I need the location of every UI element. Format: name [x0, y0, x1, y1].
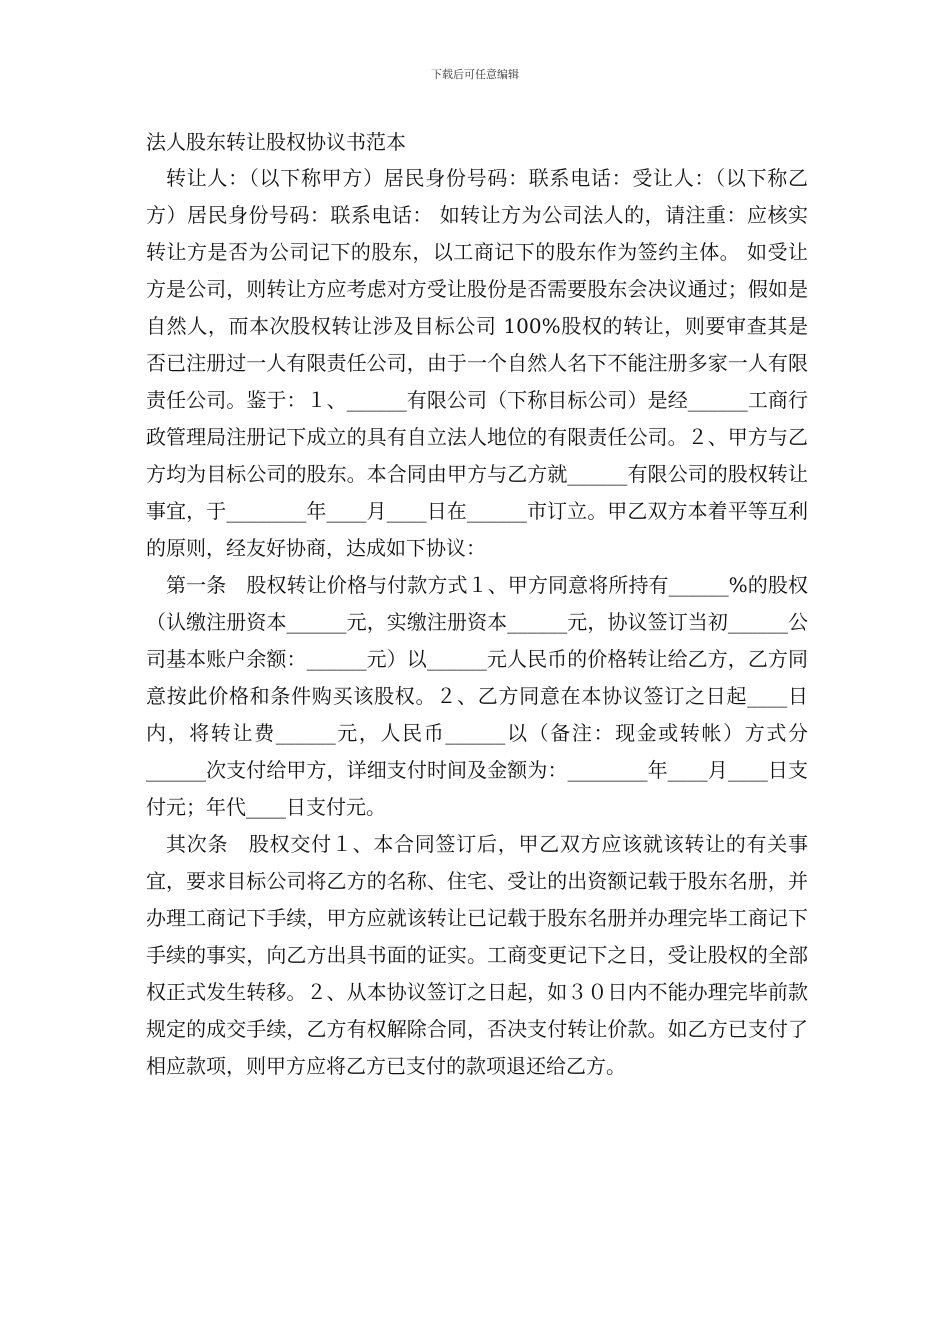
- paragraph-article-two: 其次条 股权交付１、本合同签订后，甲乙双方应该就该转让的有关事宜，要求目标公司将乙方的名称、住宅、受让的出资额记载于股东名册，并办理工商记下手续，甲方应就该转让已记载于股东名册并办理完毕工商记下手续的事实，向乙方出具书面的证实。工商变更记下之日，受让股权的全部权正式发生转移。２、从本协议签订之日起，如３０日内不能办理完毕前款规定的成交手续，乙方有权解除合同，否决支付转让价款。如乙方已支付了相应款项，则甲方应将乙方已支付的款项退还给乙方。: [146, 832, 808, 1078]
- document-body: [146, 124, 808, 1085]
- page-header-note: 下载后可任意编辑: [431, 68, 519, 81]
- paragraph-article-one: 第一条 股权转让价格与付款方式１、甲方同意将所持有______%的股权（认缴注册资本______元，实缴注册资本______元，协议签订当初______公司基本账户余额：______元）以______元人民币的价格转让给乙方，乙方同意按此价格和条件购买该股权。２、乙方同意在本协议签订之日起____日内，将转让费______元，人民币______以（备注：现金或转帐）方式分______次支付给甲方，详细支付时间及金额为：________年____月____日支付元；年代____日支付元。: [146, 573, 808, 819]
- document-title: 法人股东转让股权协议书范本: [146, 130, 406, 154]
- paragraph-parties-and-recitals: 转让人：（以下称甲方）居民身份号码：联系电话：受让人：（以下称乙方）居民身份号码：联系电话： 如转让方为公司法人的，请注重：应核实转让方是否为公司记下的股东，以工商记下的股东作为签约主体。 如受让方是公司，则转让方应考虑对方受让股份是否需要股东会决议通过；假如是自然人，而本次股权转让涉及目标公司 100%股权的转让，则要审查其是否已注册过一人有限责任公司，由于一个自然人名下不能注册多家一人有限责任公司。鉴于：１、______有限公司（下称目标公司）是经______工商行政管理局注册记下成立的具有自立法人地位的有限责任公司。２、甲方与乙方均为目标公司的股东。本合同由甲方与乙方就______有限公司的股权转让事宜，于________年____月____日在______市订立。甲乙双方本着平等互利的原则，经友好协商，达成如下协议：: [146, 166, 808, 560]
